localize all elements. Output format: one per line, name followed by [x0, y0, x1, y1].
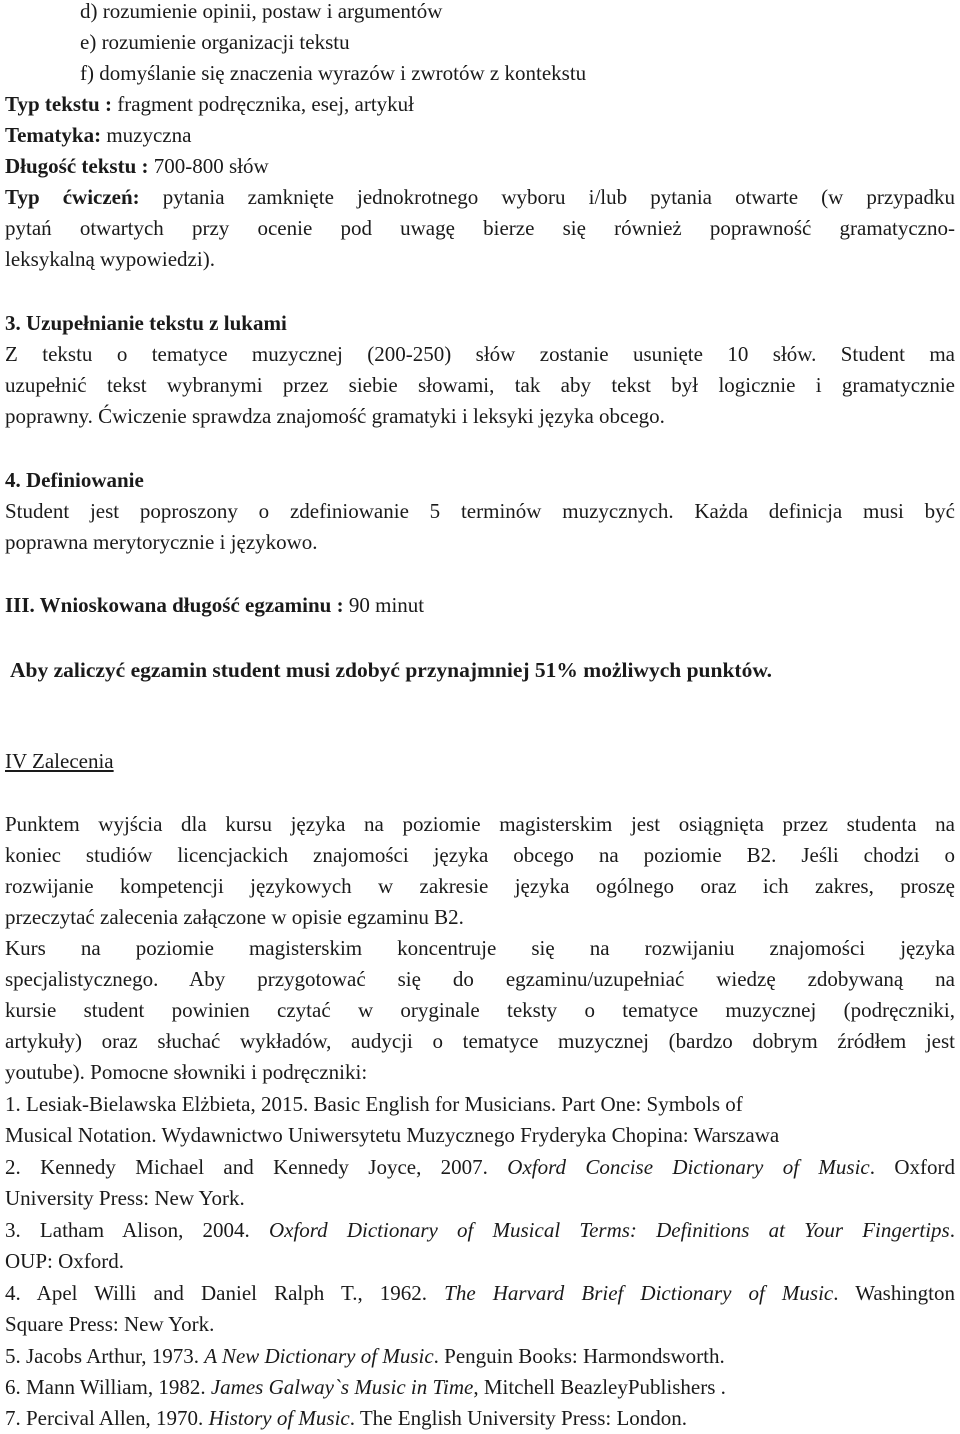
reference-3-line-1: 3. Latham Alison, 2004. Oxford Dictionary of Musical Terms: Definitions at Your Fingertips.	[5, 1218, 955, 1242]
reference-6: 6. Mann William, 1982. James Galway`s Music in Time, Mitchell BeazleyPublishers .	[5, 1375, 726, 1399]
recommendations-p2-line-2: specjalistycznego. Aby przygotować się do egzaminu/uzupełniać wiedzę zdobywaną na	[5, 967, 955, 991]
skill-item-f: f) domyślanie się znaczenia wyrazów i zwrotów z kontekstu	[80, 61, 587, 85]
reference-4-title: The Harvard Brief Dictionary of Music	[444, 1281, 834, 1305]
pass-requirement-note: Aby zaliczyć egzamin student musi zdobyć przynajmniej 51% możliwych punktów.	[10, 658, 773, 682]
reference-6-title: James Galway`s Music in Time	[210, 1375, 474, 1399]
exercise-type-label: Typ ćwiczeń:	[5, 185, 140, 209]
recommendations-p1-line-4: przeczytać zalecenia załączone w opisie egzaminu B2.	[5, 905, 464, 929]
exam-length-value: 90 minut	[343, 593, 425, 617]
exercise-type-line-1: Typ ćwiczeń: pytania zamknięte jednokrotnego wyboru i/lub pytania otwarte (w przypadku	[5, 185, 955, 209]
text-type-line	[5, 89, 414, 120]
text-type-value: fragment podręcznika, esej, artykuł	[111, 92, 415, 116]
reference-5: 5. Jacobs Arthur, 1973. A New Dictionary of Music. Penguin Books: Harmondsworth.	[5, 1344, 725, 1368]
section-4-line-1: Student jest poproszony o zdefiniowanie 5 terminów muzycznych. Każda definicja musi być	[5, 499, 955, 523]
reference-3-line-2: OUP: Oxford.	[5, 1249, 124, 1273]
exercise-type-line-2: pytań otwartych przy ocenie pod uwagę bierze się również poprawność gramatyczno-	[5, 216, 955, 240]
section-3-line-1: Z tekstu o tematyce muzycznej (200-250) słów zostanie usunięte 10 słów. Student ma	[5, 342, 955, 366]
reference-1-line-1: 1. Lesiak-Bielawska Elżbieta, 2015. Basic English for Musicians. Part One: Symbols of	[5, 1092, 743, 1116]
reference-7: 7. Percival Allen, 1970. History of Music. The English University Press: London.	[5, 1406, 688, 1430]
skill-item-d: d) rozumienie opinii, postaw i argumentów	[80, 0, 443, 23]
text-type-label: Typ tekstu :	[5, 92, 112, 116]
reference-2-line-2: University Press: New York.	[5, 1186, 245, 1210]
reference-4-line-2: Square Press: New York.	[5, 1312, 215, 1336]
reference-1-line-2: Musical Notation. Wydawnictwo Uniwersytetu Muzycznego Fryderyka Chopina: Warszawa	[5, 1123, 780, 1147]
skill-item-e: e) rozumienie organizacji tekstu	[80, 30, 350, 54]
topic-label: Tematyka:	[5, 123, 102, 147]
topic-value: muzyczna	[101, 123, 192, 147]
section-3-heading: 3. Uzupełnianie tekstu z lukami	[5, 311, 287, 335]
exam-length-label: III. Wnioskowana długość egzaminu :	[5, 593, 344, 617]
length-label: Długość tekstu :	[5, 154, 149, 178]
section-4-line-2: poprawna merytorycznie i językowo.	[5, 530, 318, 554]
recommendations-p1-line-3: rozwijanie kompetencji językowych w zakresie języka ogólnego oraz ich zakres, proszę	[5, 874, 955, 898]
exercise-type-line-3: leksykalną wypowiedzi).	[5, 247, 215, 271]
reference-5-title: A New Dictionary of Music	[204, 1344, 434, 1368]
recommendations-p1-line-2: koniec studiów licencjackich znajomości języka obcego na poziomie B2. Jeśli chodzi o	[5, 843, 955, 867]
recommendations-p1-line-1: Punktem wyjścia dla kursu języka na poziomie magisterskim jest osiągnięta przez studenta na	[5, 812, 955, 836]
reference-4-line-1: 4. Apel Willi and Daniel Ralph T., 1962. The Harvard Brief Dictionary of Music. Washington	[5, 1281, 955, 1305]
section-iv-heading: IV Zalecenia	[5, 749, 114, 773]
recommendations-p2-line-1: Kurs na poziomie magisterskim koncentruje się na rozwijaniu znajomości języka	[5, 936, 955, 960]
recommendations-p2-line-3: kursie student powinien czytać w oryginale teksty o tematyce muzycznej (podręczniki,	[5, 998, 955, 1022]
exam-length-line	[5, 590, 424, 621]
recommendations-p2-line-5: youtube). Pomocne słowniki i podręczniki:	[5, 1060, 368, 1084]
reference-2-title: Oxford Concise Dictionary of Music	[507, 1155, 870, 1179]
length-line	[5, 151, 269, 182]
section-4-heading: 4. Definiowanie	[5, 468, 144, 492]
topic-line	[5, 120, 191, 151]
reference-2-line-1: 2. Kennedy Michael and Kennedy Joyce, 2007. Oxford Concise Dictionary of Music. Oxford	[5, 1155, 955, 1179]
reference-3-title: Oxford Dictionary of Musical Terms: Definitions at Your Fingertips	[268, 1218, 950, 1242]
length-value: 700-800 słów	[148, 154, 269, 178]
section-3-line-3: poprawny. Ćwiczenie sprawdza znajomość gramatyki i leksyki języka obcego.	[5, 404, 665, 428]
reference-7-title: History of Music	[208, 1406, 350, 1430]
recommendations-p2-line-4: artykuły) oraz słuchać wykładów, audycji o tematyce muzycznej (bardzo dobrym źródłem jest	[5, 1029, 955, 1053]
section-3-line-2: uzupełnić tekst wybranymi przez siebie słowami, tak aby tekst był logicznie i gramatycznie	[5, 373, 955, 397]
